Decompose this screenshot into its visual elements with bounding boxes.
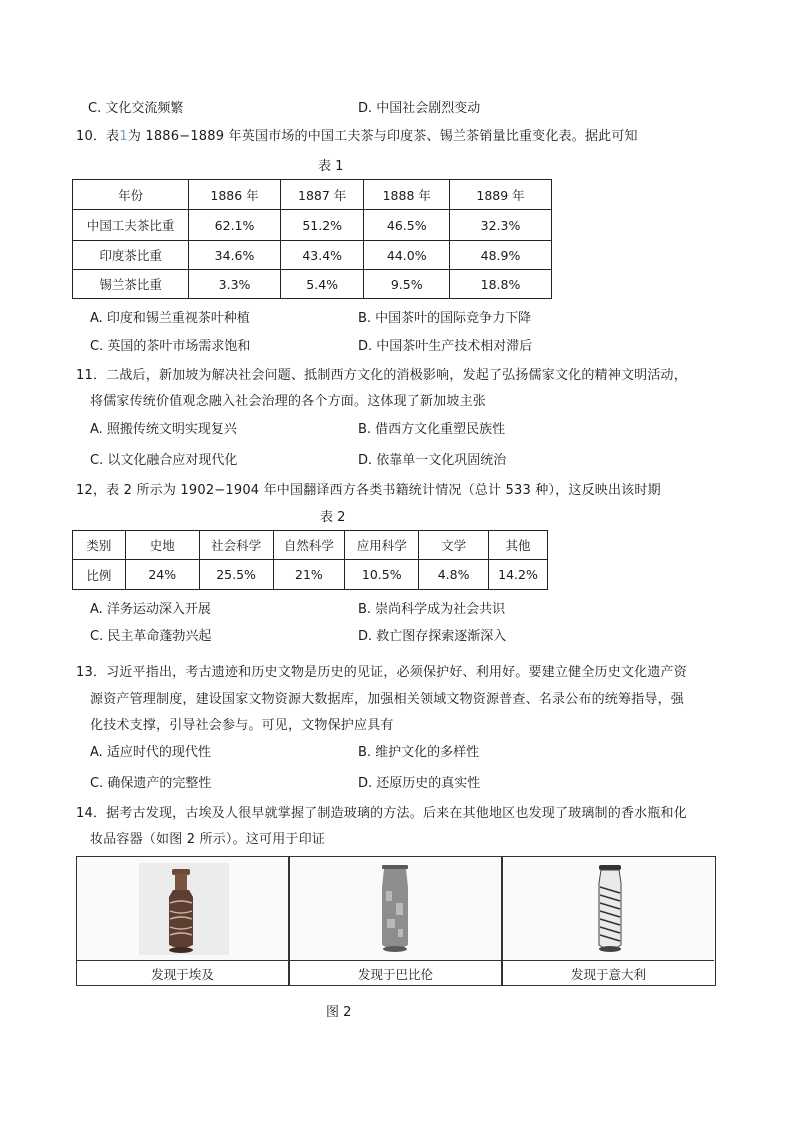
table1-cell: 43.4% <box>280 241 364 270</box>
q9-option-d: D. 中国社会剧烈变动 <box>358 101 481 116</box>
q10-option-c: C. 英国的茶叶市场需求饱和 <box>90 339 251 354</box>
q14-stem-line2: 妆品容器（如图 2 所示）。这可用于印证 <box>90 832 326 847</box>
q13-stem-line3: 化技术支撑，引导社会参与。可见，文物保护应具有 <box>90 718 394 733</box>
table2-header-row <box>73 531 548 560</box>
q11-option-d: D. 依靠单一文化巩固统治 <box>358 453 507 468</box>
table1-cell: 51.2% <box>280 210 364 241</box>
q11-stem-line2: 将儒家传统价值观念融入社会治理的各个方面。这体现了新加坡主张 <box>90 394 487 409</box>
table2 <box>72 530 548 590</box>
q12-option-a: A. 洋务运动深入开展 <box>90 602 211 617</box>
table2-header-cell: 自然科学 <box>273 531 345 560</box>
figure2-caption: 图 2 <box>326 1005 352 1020</box>
q13-option-d: D. 还原历史的真实性 <box>358 776 481 791</box>
q13-stem-line1: 13．习近平指出，考古遗迹和历史文物是历史的见证，必须保护好、利用好。要建立健全历史文化遗产资 <box>76 665 687 680</box>
q10-stem-table-number: 1 <box>119 129 128 144</box>
table1-header-cell: 年份 <box>73 180 189 210</box>
table2-cell: 14.2% <box>489 560 548 590</box>
table2-header-cell: 其他 <box>489 531 548 560</box>
q12-option-c: C. 民主革命蓬勃兴起 <box>90 629 212 644</box>
table1-cell: 9.5% <box>364 270 450 299</box>
q12-option-d: D. 救亡图存探索逐渐深入 <box>358 629 507 644</box>
babylon-vessel-image <box>290 857 501 960</box>
q12-stem: 12，表 2 所示为 1902−1904 年中国翻译西方各类书籍统计情况（总计 533 种），这反映出该时期 <box>76 483 661 498</box>
table2-header-cell: 社会科学 <box>199 531 273 560</box>
table1-row <box>73 210 552 241</box>
table1-cell: 46.5% <box>364 210 450 241</box>
table1-cell: 48.9% <box>450 241 552 270</box>
table1-cell: 18.8% <box>450 270 552 299</box>
table1-cell: 32.3% <box>450 210 552 241</box>
table1-cell: 5.4% <box>280 270 364 299</box>
q12-option-b: B. 崇尚科学成为社会共识 <box>358 602 506 617</box>
q11-option-c: C. 以文化融合应对现代化 <box>90 453 238 468</box>
figure2-image-babylon <box>290 857 501 960</box>
q10-option-d: D. 中国茶叶生产技术相对滞后 <box>358 339 533 354</box>
q11-option-b: B. 借西方文化重塑民族性 <box>358 422 506 437</box>
table1 <box>72 179 552 299</box>
q10-option-b: B. 中国茶叶的国际竞争力下降 <box>358 311 532 326</box>
table1-cell: 44.0% <box>364 241 450 270</box>
table1-title: 表 1 <box>318 159 344 174</box>
table2-header-cell: 史地 <box>125 531 199 560</box>
table1-header-cell: 1889 年 <box>450 180 552 210</box>
table1-cell: 中国工夫茶比重 <box>73 210 189 241</box>
q13-option-b: B. 维护文化的多样性 <box>358 745 480 760</box>
q11-option-a: A. 照搬传统文明实现复兴 <box>90 422 237 437</box>
q11-stem-line1: 11．二战后，新加坡为解决社会问题、抵制西方文化的消极影响，发起了弘扬儒家文化的精神文明活动， <box>76 368 687 383</box>
table2-cell: 24% <box>125 560 199 590</box>
q13-option-c: C. 确保遗产的完整性 <box>90 776 212 791</box>
table2-cell: 比例 <box>73 560 126 590</box>
figure2-image-italy <box>503 857 714 960</box>
table1-header-cell: 1888 年 <box>364 180 450 210</box>
q10-stem-prefix: 10．表 <box>76 129 120 144</box>
table2-cell: 21% <box>273 560 345 590</box>
q10-option-a: A. 印度和锡兰重视茶叶种植 <box>90 311 250 326</box>
table2-cell: 25.5% <box>199 560 273 590</box>
table2-header-cell: 类别 <box>73 531 126 560</box>
q10-stem <box>76 125 638 144</box>
table1-row <box>73 270 552 299</box>
q10-stem-text: 为 1886−1889 年英国市场的中国工夫茶与印度茶、锡兰茶销量比重变化表。据此可知 <box>127 129 638 144</box>
table1-cell: 62.1% <box>189 210 281 241</box>
table2-header-cell: 文学 <box>419 531 489 560</box>
q13-option-a: A. 适应时代的现代性 <box>90 745 211 760</box>
table1-cell: 锡兰茶比重 <box>73 270 189 299</box>
table1-row <box>73 241 552 270</box>
table2-cell: 10.5% <box>345 560 419 590</box>
figure2-label-italy: 发现于意大利 <box>503 960 714 988</box>
table1-cell: 3.3% <box>189 270 281 299</box>
table1-cell: 印度茶比重 <box>73 241 189 270</box>
table1-header-cell: 1887 年 <box>280 180 364 210</box>
figure2-image-egypt <box>77 857 288 960</box>
figure2-panel <box>76 856 716 986</box>
q13-stem-line2: 源资产管理制度，建设国家文物资源大数据库，加强相关领域文物资源普查、名录公布的统筹指导，强 <box>90 692 685 707</box>
table1-header-cell: 1886 年 <box>189 180 281 210</box>
table2-row <box>73 560 548 590</box>
q14-stem-line1: 14．据考古发现，古埃及人很早就掌握了制造玻璃的方法。后来在其他地区也发现了玻璃制的香水瓶和化 <box>76 806 687 821</box>
figure2-label-egypt: 发现于埃及 <box>77 960 288 988</box>
table1-cell: 34.6% <box>189 241 281 270</box>
figure2-label-babylon: 发现于巴比伦 <box>290 960 501 988</box>
table2-title: 表 2 <box>320 510 346 525</box>
q9-option-c: C. 文化交流频繁 <box>88 101 184 116</box>
table2-cell: 4.8% <box>419 560 489 590</box>
table2-header-cell: 应用科学 <box>345 531 419 560</box>
italy-vessel-image <box>503 857 714 960</box>
table1-header-row <box>73 180 552 210</box>
egypt-vessel-image <box>77 857 288 960</box>
